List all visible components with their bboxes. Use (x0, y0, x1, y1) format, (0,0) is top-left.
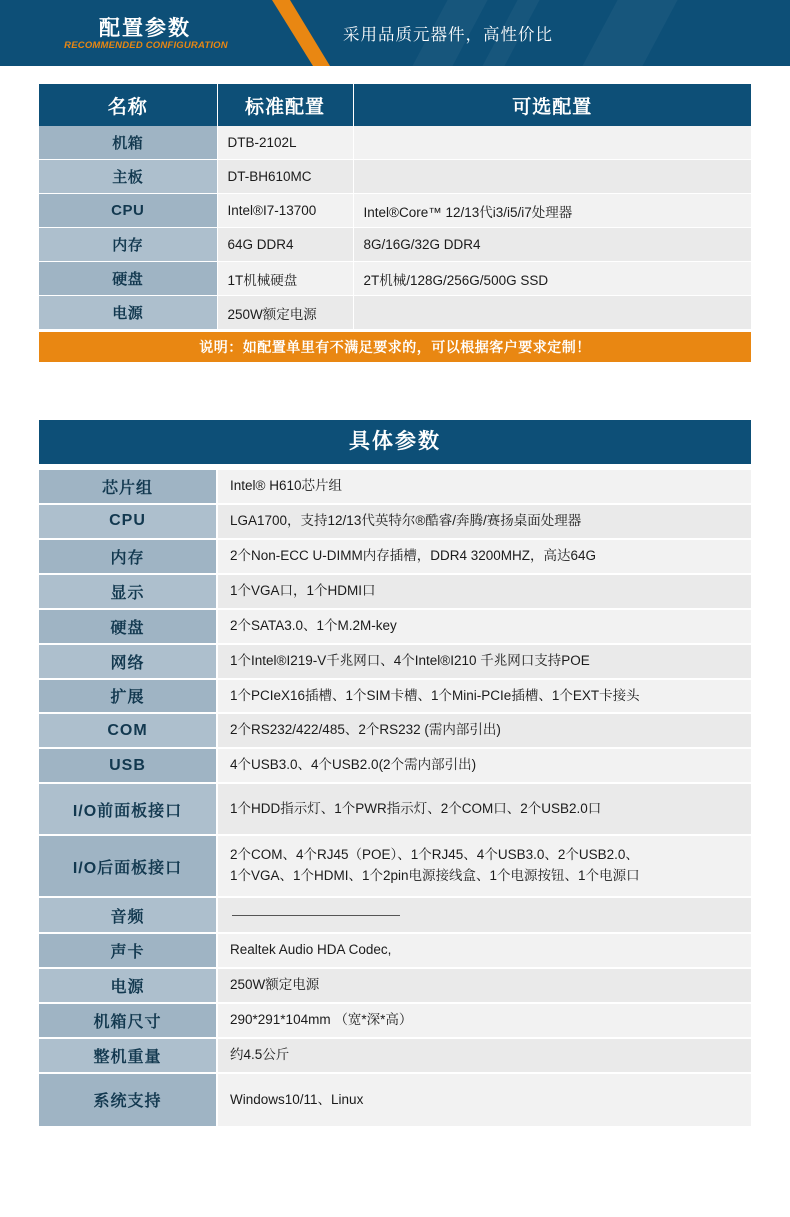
config-row-standard: 1T机械硬盘 (217, 262, 353, 296)
spec-row-value (217, 835, 751, 897)
table-row (39, 1003, 751, 1038)
spec-row-value: 约4.5公斤 (217, 1038, 751, 1073)
table-row (39, 713, 751, 748)
config-row-label: 机箱 (39, 126, 217, 160)
spec-row-value: 290*291*104mm （宽*深*高） (217, 1003, 751, 1038)
spec-row-label: 系统支持 (39, 1073, 217, 1127)
table-row (39, 574, 751, 609)
config-table-header-row (39, 84, 751, 126)
spec-row-label: 显示 (39, 574, 217, 609)
table-row (39, 228, 751, 262)
config-row-label: 硬盘 (39, 262, 217, 296)
spec-row-value: 1个VGA口，1个HDMI口 (217, 574, 751, 609)
table-row (39, 539, 751, 574)
table-row (39, 194, 751, 228)
spec-row-value-line1: 2个COM、4个RJ45（POE）、1个RJ45、4个USB3.0、2个USB2.0、 (230, 847, 639, 863)
spec-row-label: CPU (39, 504, 217, 539)
spec-table-wrapper (39, 470, 751, 1128)
table-row (39, 160, 751, 194)
spec-row-label: 声卡 (39, 933, 217, 968)
spec-row-value: 2个RS232/422/485、2个RS232 (需内部引出) (217, 713, 751, 748)
table-row (39, 262, 751, 296)
config-row-label: 内存 (39, 228, 217, 262)
table-row (39, 783, 751, 835)
spec-row-label: 音频 (39, 897, 217, 933)
config-table (39, 84, 751, 330)
spec-row-label: 机箱尺寸 (39, 1003, 217, 1038)
spec-row-value (217, 897, 751, 933)
spec-row-value-line2: 1个VGA、1个HDMI、1个2pin电源接线盒、1个电源按钮、1个电源口 (230, 868, 640, 884)
spec-row-label: 电源 (39, 968, 217, 1003)
config-note-bar: 说明：如配置单里有不满足要求的，可以根据客户要求定制！ (39, 332, 751, 362)
banner-stripe-3 (582, 0, 677, 66)
spec-row-label: 硬盘 (39, 609, 217, 644)
spec-row-label: COM (39, 713, 217, 748)
table-row (39, 933, 751, 968)
spec-row-value: 2个Non-ECC U-DIMM内存插槽，DDR4 3200MHZ，高达64G (217, 539, 751, 574)
config-col-optional: 可选配置 (353, 84, 751, 126)
table-row (39, 748, 751, 783)
config-col-standard: 标准配置 (217, 84, 353, 126)
config-row-standard: DT-BH610MC (217, 160, 353, 194)
table-row (39, 1038, 751, 1073)
config-row-label: 电源 (39, 296, 217, 330)
config-row-standard: 250W额定电源 (217, 296, 353, 330)
spec-row-value: Intel® H610芯片组 (217, 470, 751, 504)
config-row-label: CPU (39, 194, 217, 228)
config-row-standard: DTB-2102L (217, 126, 353, 160)
spec-row-label: I/O后面板接口 (39, 835, 217, 897)
config-table-wrapper (39, 84, 751, 362)
config-row-label: 主板 (39, 160, 217, 194)
spec-row-value: Windows10/11、Linux (217, 1073, 751, 1127)
page-header-banner (0, 0, 790, 66)
spec-row-value: 2个SATA3.0、1个M.2M-key (217, 609, 751, 644)
config-row-optional (353, 296, 751, 330)
banner-subtitle-en: RECOMMENDED CONFIGURATION (64, 40, 228, 51)
spec-row-value: 1个HDD指示灯、1个PWR指示灯、2个COM口、2个USB2.0口 (217, 783, 751, 835)
spec-row-value: Realtek Audio HDA Codec, (217, 933, 751, 968)
spec-row-value: LGA1700，支持12/13代英特尔®酷睿/奔腾/赛扬桌面处理器 (217, 504, 751, 539)
config-row-standard: Intel®I7-13700 (217, 194, 353, 228)
spec-table (39, 470, 751, 1128)
config-col-name: 名称 (39, 84, 217, 126)
table-row (39, 897, 751, 933)
spec-row-label: 芯片组 (39, 470, 217, 504)
banner-title: 配置参数 (99, 17, 191, 40)
empty-value-rule (232, 915, 400, 916)
table-row (39, 504, 751, 539)
spec-row-value: 1个PCIeX16插槽、1个SIM卡槽、1个Mini-PCIe插槽、1个EXT卡接头 (217, 679, 751, 714)
table-row (39, 609, 751, 644)
table-row (39, 296, 751, 330)
spec-row-label: 整机重量 (39, 1038, 217, 1073)
config-row-standard: 64G DDR4 (217, 228, 353, 262)
table-row (39, 835, 751, 897)
config-row-optional (353, 160, 751, 194)
table-row (39, 470, 751, 504)
spec-row-label: I/O前面板接口 (39, 783, 217, 835)
table-row (39, 1073, 751, 1127)
spec-row-value: 1个Intel®I219-V千兆网口、4个Intel®I210 千兆网口支持POE (217, 644, 751, 679)
banner-tagline: 采用品质元器件，高性价比 (343, 26, 553, 44)
config-row-optional: 2T机械/128G/256G/500G SSD (353, 262, 751, 296)
config-row-optional: 8G/16G/32G DDR4 (353, 228, 751, 262)
table-row (39, 968, 751, 1003)
table-row (39, 679, 751, 714)
spec-row-label: 网络 (39, 644, 217, 679)
config-row-optional: Intel®Core™ 12/13代i3/i5/i7处理器 (353, 194, 751, 228)
spec-row-label: USB (39, 748, 217, 783)
table-row (39, 126, 751, 160)
spec-row-label: 内存 (39, 539, 217, 574)
config-row-optional (353, 126, 751, 160)
spec-section-title: 具体参数 (39, 420, 751, 464)
spec-row-value: 4个USB3.0、4个USB2.0(2个需内部引出) (217, 748, 751, 783)
table-row (39, 644, 751, 679)
spec-row-value: 250W额定电源 (217, 968, 751, 1003)
spec-row-label: 扩展 (39, 679, 217, 714)
